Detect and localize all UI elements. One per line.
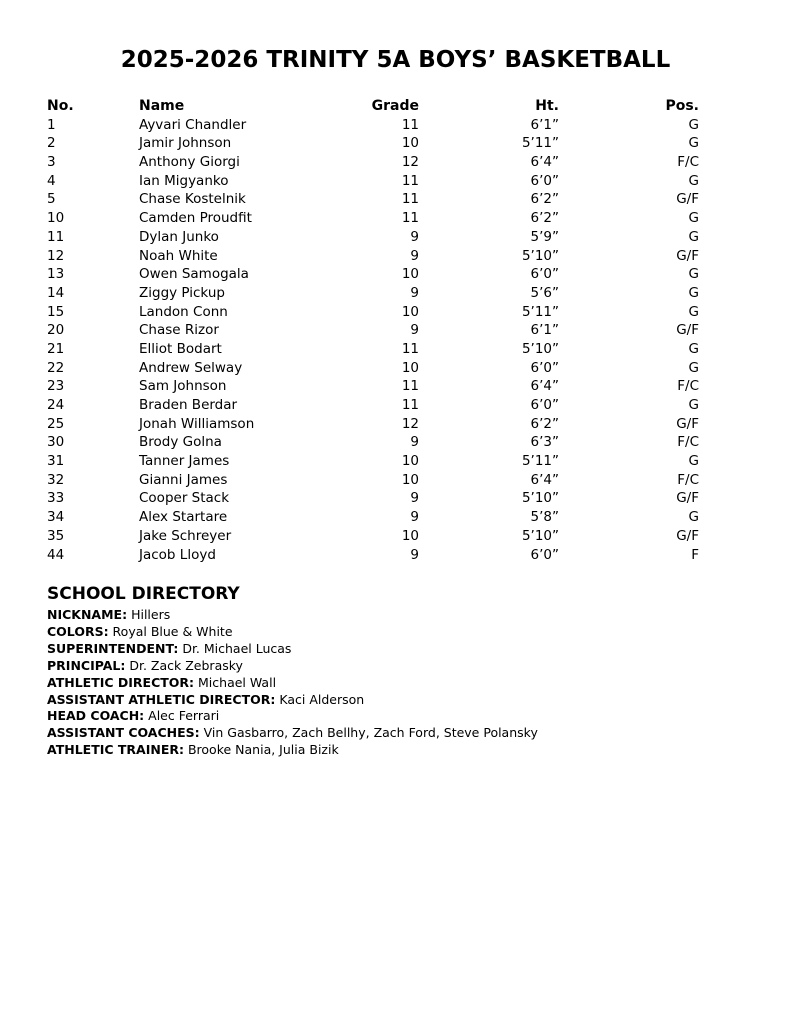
player-name: Anthony Giorgi bbox=[139, 154, 240, 171]
directory-label: HEAD COACH: bbox=[47, 708, 145, 724]
player-height: 5’11” bbox=[521, 303, 559, 320]
player-grade: 10 bbox=[401, 359, 419, 376]
player-position: G bbox=[688, 453, 699, 470]
player-number: 33 bbox=[47, 490, 65, 507]
player-position: G bbox=[688, 172, 699, 189]
player-grade: 11 bbox=[401, 340, 419, 357]
player-name: Ziggy Pickup bbox=[139, 284, 225, 301]
directory-label: PRINCIPAL: bbox=[47, 657, 126, 673]
player-height: 5’6” bbox=[530, 284, 559, 301]
player-number: 35 bbox=[47, 527, 65, 544]
table-row bbox=[47, 508, 699, 527]
player-grade: 11 bbox=[401, 210, 419, 227]
header-ht: Ht. bbox=[535, 98, 559, 114]
table-row bbox=[47, 303, 699, 322]
player-grade: 9 bbox=[410, 228, 419, 245]
player-position: G bbox=[688, 210, 699, 227]
player-number: 20 bbox=[47, 322, 65, 339]
table-row bbox=[47, 284, 699, 303]
player-number: 31 bbox=[47, 453, 65, 470]
player-grade: 10 bbox=[401, 453, 419, 470]
player-number: 24 bbox=[47, 397, 65, 413]
player-height: 6’2” bbox=[530, 210, 559, 227]
table-row bbox=[47, 489, 699, 508]
player-grade: 9 bbox=[410, 509, 419, 526]
player-name: Camden Proudfit bbox=[139, 210, 252, 227]
player-number: 12 bbox=[47, 247, 65, 264]
table-row bbox=[47, 209, 699, 228]
directory-entry bbox=[47, 742, 747, 759]
directory-label: ATHLETIC TRAINER: bbox=[47, 742, 184, 758]
player-position: G bbox=[688, 340, 699, 357]
school-directory bbox=[47, 607, 747, 759]
player-number: 10 bbox=[47, 210, 65, 227]
player-grade: 10 bbox=[401, 303, 419, 320]
player-number: 14 bbox=[47, 284, 65, 301]
roster-table bbox=[47, 97, 699, 564]
player-position: G bbox=[688, 359, 699, 376]
directory-entry bbox=[47, 675, 747, 692]
player-position: G bbox=[688, 228, 699, 245]
directory-entry bbox=[47, 624, 747, 641]
player-height: 5’11” bbox=[521, 135, 559, 152]
player-name: Brody Golna bbox=[139, 434, 222, 451]
player-number: 3 bbox=[47, 154, 56, 171]
player-grade: 9 bbox=[410, 247, 419, 264]
table-row bbox=[47, 134, 699, 153]
player-position: G bbox=[688, 509, 699, 526]
player-number: 5 bbox=[47, 191, 56, 208]
player-grade: 10 bbox=[401, 527, 419, 544]
directory-label: COLORS: bbox=[47, 623, 109, 639]
player-name: Gianni James bbox=[139, 471, 228, 488]
player-grade: 10 bbox=[401, 266, 419, 283]
player-number: 11 bbox=[47, 228, 65, 245]
page-title: 2025-2026 TRINITY 5A BOYS’ BASKETBALL bbox=[120, 47, 671, 73]
directory-value: Michael Wall bbox=[194, 674, 277, 690]
player-height: 6’4” bbox=[530, 154, 559, 171]
table-row bbox=[47, 172, 699, 191]
directory-entry bbox=[47, 658, 747, 675]
player-position: G/F bbox=[676, 490, 699, 507]
player-name: Dylan Junko bbox=[139, 228, 219, 245]
player-name: Jamir Johnson bbox=[139, 135, 232, 152]
player-number: 1 bbox=[47, 116, 56, 133]
table-row bbox=[47, 527, 699, 546]
player-grade: 11 bbox=[401, 397, 419, 413]
player-position: G/F bbox=[676, 322, 699, 339]
directory-value: Dr. Michael Lucas bbox=[178, 640, 292, 656]
table-row bbox=[47, 546, 699, 565]
player-height: 5’11” bbox=[521, 453, 559, 470]
player-grade: 11 bbox=[401, 116, 419, 133]
player-position: F/C bbox=[677, 154, 699, 171]
player-name: Cooper Stack bbox=[139, 490, 230, 507]
player-height: 6’0” bbox=[530, 266, 559, 283]
directory-value: Hillers bbox=[127, 607, 171, 622]
player-number: 13 bbox=[47, 266, 65, 283]
player-number: 25 bbox=[47, 415, 65, 432]
table-row bbox=[47, 377, 699, 396]
player-name: Braden Berdar bbox=[139, 397, 238, 413]
table-row bbox=[47, 396, 699, 415]
table-row bbox=[47, 340, 699, 359]
player-height: 6’3” bbox=[530, 434, 559, 451]
player-name: Sam Johnson bbox=[139, 378, 227, 395]
roster-header-row bbox=[47, 97, 699, 116]
directory-label: SUPERINTENDENT: bbox=[47, 640, 179, 656]
player-height: 6’0” bbox=[530, 359, 559, 376]
player-position: G/F bbox=[676, 247, 699, 264]
directory-label: ASSISTANT ATHLETIC DIRECTOR: bbox=[47, 691, 276, 707]
player-height: 5’10” bbox=[521, 340, 559, 357]
player-height: 5’10” bbox=[521, 490, 559, 507]
table-row bbox=[47, 359, 699, 378]
player-grade: 9 bbox=[410, 490, 419, 507]
table-row bbox=[47, 321, 699, 340]
table-row bbox=[47, 228, 699, 247]
player-height: 5’9” bbox=[530, 228, 559, 245]
player-name: Tanner James bbox=[139, 453, 230, 470]
player-position: G bbox=[688, 266, 699, 283]
player-height: 5’10” bbox=[521, 247, 559, 264]
player-name: Noah White bbox=[139, 247, 218, 264]
player-grade: 10 bbox=[401, 471, 419, 488]
player-position: G bbox=[688, 135, 699, 152]
player-grade: 9 bbox=[410, 322, 419, 339]
player-position: G bbox=[688, 116, 699, 133]
player-position: G/F bbox=[676, 415, 699, 432]
player-height: 6’0” bbox=[530, 172, 559, 189]
player-name: Jacob Lloyd bbox=[139, 546, 216, 563]
table-row bbox=[47, 265, 699, 284]
player-grade: 12 bbox=[401, 415, 419, 432]
player-position: F/C bbox=[677, 378, 699, 395]
directory-value: Alec Ferrari bbox=[144, 708, 220, 724]
player-height: 6’2” bbox=[530, 191, 559, 208]
directory-entry bbox=[47, 708, 747, 725]
player-name: Landon Conn bbox=[139, 303, 228, 320]
player-height: 6’4” bbox=[530, 378, 559, 395]
directory-value: Dr. Zack Zebrasky bbox=[125, 657, 243, 673]
player-number: 2 bbox=[47, 135, 56, 152]
player-name: Chase Kostelnik bbox=[139, 191, 246, 208]
table-row bbox=[47, 153, 699, 172]
directory-entry bbox=[47, 725, 747, 742]
player-number: 15 bbox=[47, 303, 65, 320]
table-row bbox=[47, 452, 699, 471]
player-number: 30 bbox=[47, 434, 65, 451]
player-position: G/F bbox=[676, 527, 699, 544]
header-pos: Pos. bbox=[665, 98, 699, 114]
player-position: G/F bbox=[676, 191, 699, 208]
player-position: F/C bbox=[677, 434, 699, 451]
table-row bbox=[47, 190, 699, 209]
player-number: 21 bbox=[47, 340, 65, 357]
table-row bbox=[47, 116, 699, 135]
directory-value: Vin Gasbarro, Zach Bellhy, Zach Ford, Steve Polansky bbox=[199, 725, 538, 741]
player-name: Ian Migyanko bbox=[139, 172, 229, 189]
player-grade: 9 bbox=[410, 546, 419, 563]
player-name: Alex Startare bbox=[139, 509, 228, 526]
player-position: F/C bbox=[677, 471, 699, 488]
directory-entry bbox=[47, 692, 747, 709]
directory-value: Royal Blue & White bbox=[108, 623, 233, 639]
player-name: Ayvari Chandler bbox=[139, 116, 247, 133]
table-row bbox=[47, 471, 699, 490]
table-row bbox=[47, 415, 699, 434]
player-name: Jake Schreyer bbox=[139, 527, 232, 544]
player-height: 6’1” bbox=[530, 322, 559, 339]
player-grade: 9 bbox=[410, 434, 419, 451]
table-row bbox=[47, 433, 699, 452]
directory-label: ATHLETIC DIRECTOR: bbox=[47, 674, 195, 690]
player-name: Chase Rizor bbox=[139, 322, 219, 339]
player-position: G bbox=[688, 397, 699, 413]
player-grade: 12 bbox=[401, 154, 419, 171]
player-position: G bbox=[688, 284, 699, 301]
player-height: 6’1” bbox=[530, 116, 559, 133]
player-grade: 11 bbox=[401, 191, 419, 208]
directory-label: ASSISTANT COACHES: bbox=[47, 725, 200, 741]
player-height: 6’2” bbox=[530, 415, 559, 432]
player-height: 5’10” bbox=[521, 527, 559, 544]
player-number: 34 bbox=[47, 509, 65, 526]
player-name: Owen Samogala bbox=[139, 266, 249, 283]
directory-label: NICKNAME: bbox=[47, 607, 128, 622]
player-height: 6’0” bbox=[530, 546, 559, 563]
directory-entry bbox=[47, 641, 747, 658]
table-row bbox=[47, 247, 699, 266]
player-grade: 9 bbox=[410, 284, 419, 301]
player-grade: 11 bbox=[401, 172, 419, 189]
header-no: No. bbox=[47, 98, 74, 114]
player-position: F bbox=[691, 546, 699, 563]
directory-value: Kaci Alderson bbox=[275, 691, 365, 707]
directory-entry bbox=[47, 607, 747, 624]
directory-value: Brooke Nania, Julia Bizik bbox=[184, 742, 339, 758]
player-name: Jonah Williamson bbox=[139, 415, 255, 432]
player-height: 6’0” bbox=[530, 397, 559, 413]
player-number: 4 bbox=[47, 172, 56, 189]
player-grade: 10 bbox=[401, 135, 419, 152]
player-name: Andrew Selway bbox=[139, 359, 243, 376]
player-number: 44 bbox=[47, 546, 65, 563]
player-grade: 11 bbox=[401, 378, 419, 395]
player-position: G bbox=[688, 303, 699, 320]
header-name: Name bbox=[139, 98, 185, 114]
player-name: Elliot Bodart bbox=[139, 340, 222, 357]
header-grade: Grade bbox=[371, 98, 419, 114]
player-height: 6’4” bbox=[530, 471, 559, 488]
player-height: 5’8” bbox=[530, 509, 559, 526]
player-number: 23 bbox=[47, 378, 65, 395]
player-number: 32 bbox=[47, 471, 65, 488]
player-number: 22 bbox=[47, 359, 65, 376]
directory-title: SCHOOL DIRECTORY bbox=[47, 584, 240, 604]
